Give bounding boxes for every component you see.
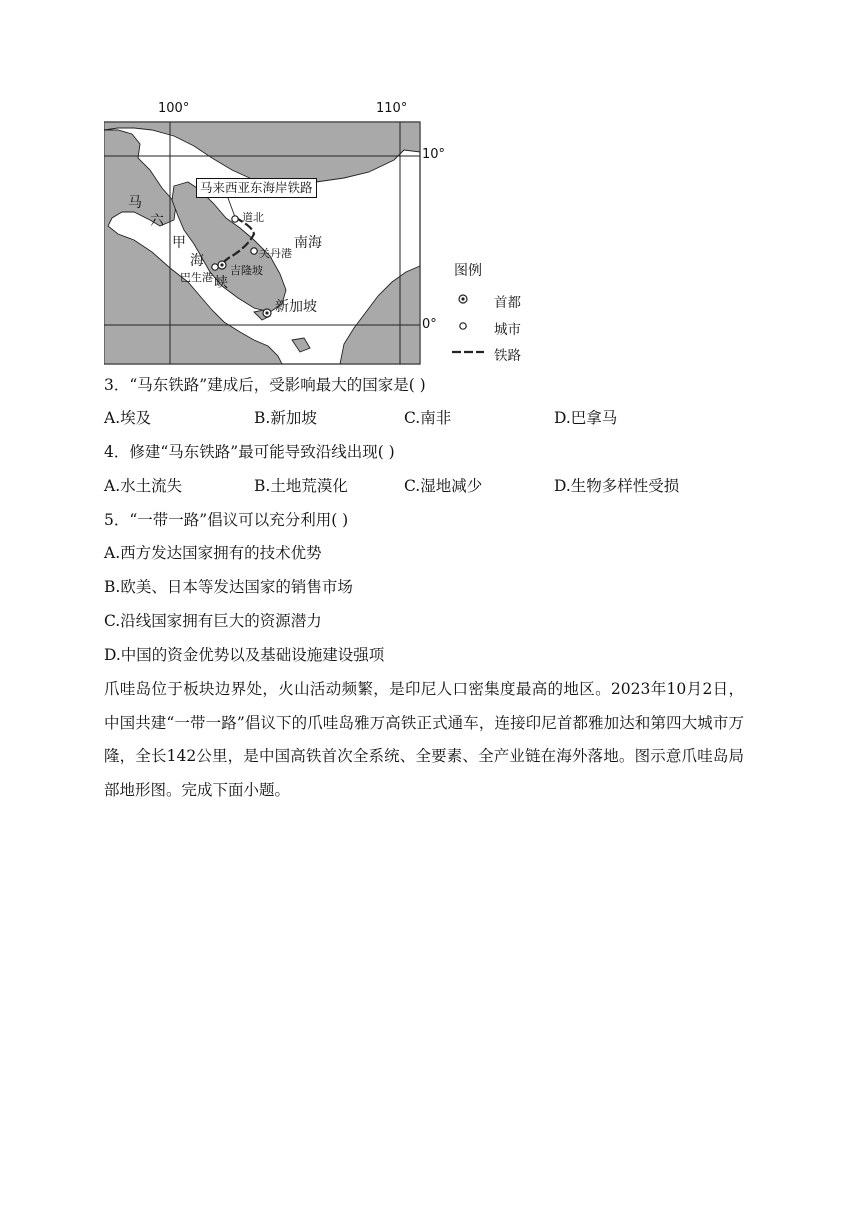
q5-option-b[interactable]: B.欧美、日本等发达国家的销售市场: [104, 578, 353, 596]
strait-char-2: 六: [150, 213, 164, 229]
city-daobei-label: 道北: [242, 211, 264, 224]
question-4-stem: 4．修建“马东铁路”最可能导致沿线出现( ): [104, 443, 395, 461]
capital-jilongpo-dot: [220, 263, 223, 266]
question-3-stem: 3．“马东铁路”建成后，受影响最大的国家是( ): [104, 376, 426, 394]
q5-option-d[interactable]: D.中国的资金优势以及基础设施建设强项: [104, 646, 385, 664]
railway-title: 马来西亚东海岸铁路: [196, 178, 317, 198]
q3-option-a[interactable]: A.埃及: [104, 409, 152, 427]
legend-capital-label: 首都: [494, 295, 521, 311]
q3-option-d[interactable]: D.巴拿马: [554, 409, 618, 427]
lon-label-110: 110°: [376, 101, 408, 116]
city-guandan-marker: [251, 248, 257, 254]
q4-option-c[interactable]: C.湿地减少: [404, 477, 483, 495]
map-figure: [104, 100, 544, 366]
lat-label-10: 10°: [422, 147, 446, 162]
q4-option-a[interactable]: A.水土流失: [104, 477, 183, 495]
q4-option-d[interactable]: D.生物多样性受损: [554, 477, 680, 495]
legend-city: [454, 318, 554, 338]
capital-singapore-dot: [265, 311, 268, 314]
q5-option-c[interactable]: C.沿线国家拥有巨大的资源潜力: [104, 612, 322, 630]
q3-option-b[interactable]: B.新加坡: [254, 409, 317, 427]
city-jilongpo-label: 吉隆坡: [230, 264, 263, 277]
q4-option-b[interactable]: B.土地荒漠化: [254, 477, 348, 495]
lat-label-0: 0°: [422, 317, 437, 332]
legend-capital: [454, 291, 554, 311]
city-basheng-marker: [212, 264, 218, 270]
java-passage: 爪哇岛位于板块边界处，火山活动频繁，是印尼人口密集度最高的地区。2023年10月2日，中国共建“一带一路”倡议下的爪哇岛雅万高铁正式通车，连接印尼首都雅加达和第四大城市万隆，全长142公里，是中国高铁首次全系统、全要素、全产业链在海外落地。图示意爪哇岛局部地形图。完成下面小题。: [104, 680, 744, 799]
legend-city-label: 城市: [494, 322, 521, 338]
city-guandan-label: 关丹港: [259, 247, 292, 260]
q3-option-c[interactable]: C.南非: [404, 409, 452, 427]
legend-title: 图例: [454, 263, 482, 279]
legend-railway-label: 铁路: [494, 348, 521, 364]
strait-char-1: 马: [128, 195, 142, 211]
legend-railway: [454, 344, 554, 364]
strait-char-5: 峡: [214, 275, 228, 291]
strait-char-4: 海: [190, 253, 204, 269]
south-sea-label: 南海: [294, 235, 322, 251]
city-basheng-label: 巴生港: [180, 271, 213, 284]
city-daobei-marker: [232, 216, 238, 222]
question-5-stem: 5．“一带一路”倡议可以充分利用( ): [104, 511, 349, 529]
city-singapore-label: 新加坡: [275, 299, 317, 315]
q5-option-a[interactable]: A.西方发达国家拥有的技术优势: [104, 544, 322, 562]
lon-label-100: 100°: [158, 101, 190, 116]
strait-char-3: 甲: [172, 235, 186, 251]
